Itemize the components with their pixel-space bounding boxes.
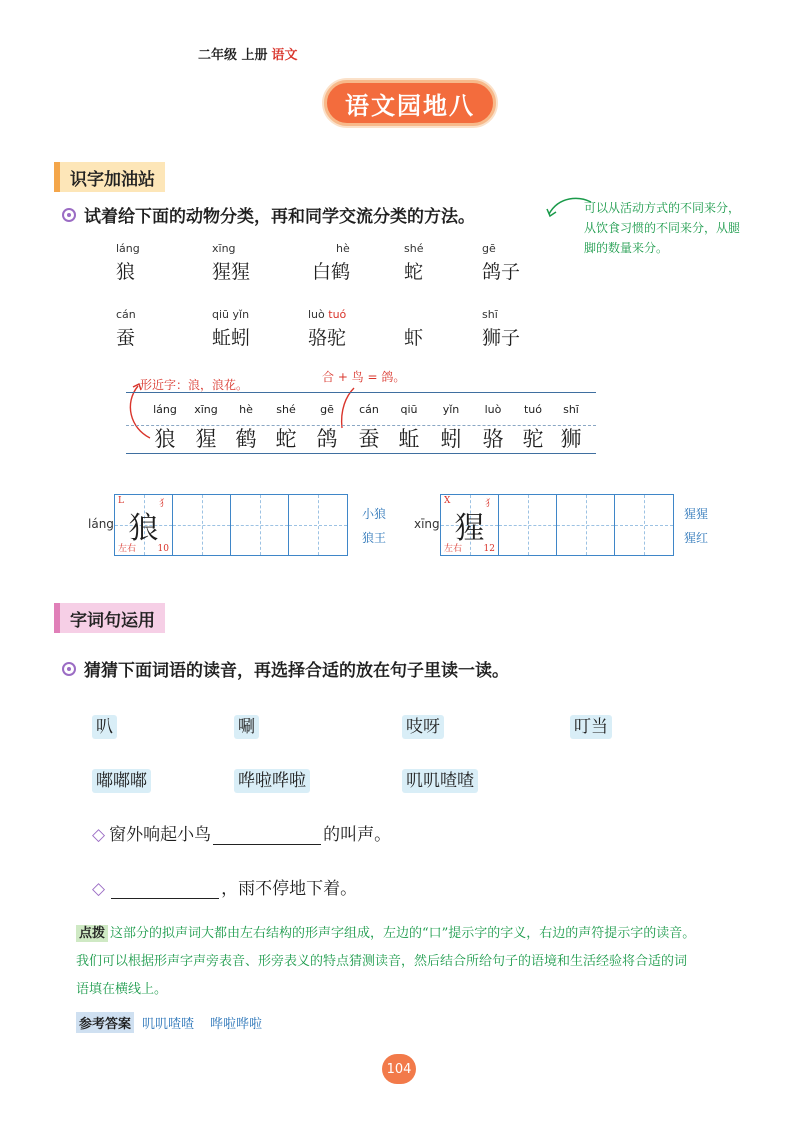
answer-label: 参考答案 bbox=[76, 1012, 134, 1033]
instruction-2 bbox=[62, 656, 509, 681]
instruction-1 bbox=[62, 202, 475, 227]
word-hanzi: 鸽子 bbox=[482, 261, 521, 283]
word-item bbox=[312, 242, 350, 284]
grid-box-model bbox=[115, 495, 173, 555]
fill-blank-2[interactable] bbox=[111, 881, 219, 899]
char-hanzi: 蚯 bbox=[398, 427, 420, 451]
char-cell bbox=[348, 403, 390, 453]
tip-label: 点拨 bbox=[76, 925, 108, 942]
annotation-similar-char: 形近字：浪，浪花。 bbox=[140, 378, 249, 392]
word-pinyin: hè bbox=[336, 242, 350, 255]
char-pinyin: qiū bbox=[400, 403, 418, 416]
onomatopoeia-word bbox=[234, 712, 259, 737]
char-hanzi: 骆 bbox=[482, 427, 504, 451]
teacher-note: 可以从活动方式的不同来分，从饮食习惯的不同来分，从腿脚的数量来分。 bbox=[584, 201, 741, 255]
pinyin-part: luò bbox=[308, 308, 325, 321]
writing-grid-lang bbox=[114, 494, 348, 556]
sentence-2 bbox=[92, 874, 357, 899]
writing-grid-xing bbox=[440, 494, 674, 556]
word-highlight: 吱呀 bbox=[402, 715, 444, 739]
grid2-words bbox=[684, 502, 708, 550]
char-cell bbox=[388, 403, 430, 453]
char-hanzi: 鸽 bbox=[316, 427, 338, 451]
char-hanzi: 猩 bbox=[195, 427, 217, 451]
diamond-icon: ◇ bbox=[92, 825, 106, 845]
word-hanzi: 虾 bbox=[404, 327, 424, 349]
char-cell bbox=[185, 403, 227, 453]
grid-word: 狼王 bbox=[362, 531, 387, 545]
grade-label: 二年级 上册 bbox=[198, 48, 268, 63]
answer-value: 哗啦哗啦 bbox=[210, 1017, 263, 1032]
char-cell bbox=[550, 403, 592, 453]
word-highlight: 唰 bbox=[234, 715, 259, 739]
answer-value: 叽叽喳喳 bbox=[142, 1017, 195, 1032]
char-pinyin: luò bbox=[484, 403, 502, 416]
grid1-words bbox=[362, 502, 386, 550]
word-hanzi: 猩猩 bbox=[212, 261, 251, 283]
grid2-pinyin: xīng bbox=[414, 517, 440, 531]
char-hanzi: 狼 bbox=[154, 427, 176, 451]
section-tag-literacy: 识字加油站 bbox=[54, 162, 165, 192]
grid-stroke-count: 12 bbox=[483, 544, 495, 554]
word-hanzi: 蛇 bbox=[404, 261, 424, 283]
word-hanzi: 白鹤 bbox=[312, 261, 351, 283]
word-pinyin: láng bbox=[116, 242, 140, 255]
char-pinyin: yǐn bbox=[442, 403, 460, 416]
word-highlight: 哗啦哗啦 bbox=[234, 769, 310, 793]
word-pinyin: qiū yǐn bbox=[212, 308, 250, 321]
grid-word: 小狼 bbox=[362, 507, 387, 521]
grid-box-practice[interactable] bbox=[499, 495, 557, 555]
grid-initial: X bbox=[444, 496, 451, 506]
word-item bbox=[212, 308, 250, 350]
word-pinyin: shī bbox=[482, 308, 498, 321]
grid-model-char: 猩 bbox=[454, 511, 485, 546]
grid-radical: 犭 bbox=[158, 499, 168, 509]
onomatopoeia-word bbox=[92, 766, 151, 791]
grid1-pinyin: láng bbox=[88, 517, 114, 531]
sentence-1 bbox=[92, 820, 391, 845]
char-pinyin: xīng bbox=[194, 403, 218, 416]
grid-word: 猩红 bbox=[684, 531, 709, 545]
word-pinyin bbox=[404, 308, 423, 323]
word-pinyin: shé bbox=[404, 242, 424, 255]
word-pinyin: gē bbox=[482, 242, 496, 255]
onomatopoeia-word bbox=[92, 712, 117, 737]
grid-structure: 左右 bbox=[118, 544, 137, 554]
grid-stroke-count: 10 bbox=[157, 544, 169, 554]
grid-radical: 犭 bbox=[484, 499, 494, 509]
instruction-2-text: 猜猜下面词语的读音，再选择合适的放在句子里读一读。 bbox=[84, 661, 509, 681]
word-pinyin: cán bbox=[116, 308, 136, 321]
grid-structure: 左右 bbox=[444, 544, 463, 554]
char-cell bbox=[306, 403, 348, 453]
char-pinyin: cán bbox=[359, 403, 379, 416]
grid-box-practice[interactable] bbox=[173, 495, 231, 555]
word-highlight: 叽叽喳喳 bbox=[402, 769, 478, 793]
bullet-icon bbox=[62, 662, 76, 676]
character-row bbox=[126, 392, 596, 454]
char-cell bbox=[144, 403, 186, 453]
word-hanzi: 蚕 bbox=[116, 327, 136, 349]
char-hanzi: 狮 bbox=[560, 427, 582, 451]
onomatopoeia-word bbox=[402, 712, 444, 737]
word-item bbox=[212, 242, 250, 284]
word-hanzi: 狼 bbox=[116, 261, 136, 283]
grid-box-model bbox=[441, 495, 499, 555]
char-cell bbox=[225, 403, 267, 453]
word-highlight: 叭 bbox=[92, 715, 117, 739]
word-hanzi: 蚯蚓 bbox=[212, 327, 251, 349]
grid-initial: L bbox=[118, 496, 124, 506]
word-hanzi: 狮子 bbox=[482, 327, 521, 349]
char-pinyin: hè bbox=[239, 403, 253, 416]
char-pinyin: shī bbox=[563, 403, 579, 416]
grid-model-char: 狼 bbox=[128, 511, 159, 546]
onomatopoeia-word bbox=[234, 766, 310, 791]
annotation-compose: 合 + 鸟 = 鸽。 bbox=[322, 370, 406, 384]
word-highlight: 叮当 bbox=[570, 715, 612, 739]
word-item bbox=[404, 308, 423, 350]
fill-blank-1[interactable] bbox=[213, 827, 321, 845]
tip-text: 这部分的拟声词大都由左右结构的形声字组成，左边的“口”提示字的字义，右边的声符提示字的读音。我们可以根据形声字声旁表音、形旁表义的特点猜测读音，然后结合所给句子的语境和生活经验将合适的词语填在横线上。 bbox=[76, 926, 696, 997]
bullet-icon bbox=[62, 208, 76, 222]
sentence-text: 窗外响起小鸟 bbox=[109, 825, 212, 845]
onomatopoeia-word bbox=[402, 766, 478, 791]
char-hanzi: 蛇 bbox=[275, 427, 297, 451]
word-highlight: 嘟嘟嘟 bbox=[92, 769, 151, 793]
onomatopoeia-word bbox=[570, 712, 612, 737]
char-cell bbox=[512, 403, 554, 453]
word-item bbox=[482, 308, 520, 350]
char-pinyin: láng bbox=[153, 403, 177, 416]
subject-label: 语文 bbox=[271, 48, 298, 63]
banner-title: 语文园地八 bbox=[345, 91, 475, 120]
char-cell bbox=[472, 403, 514, 453]
instruction-1-text: 试着给下面的动物分类，再和同学交流分类的方法。 bbox=[84, 207, 475, 227]
grid-box-practice[interactable] bbox=[615, 495, 673, 555]
grid-box-practice[interactable] bbox=[557, 495, 615, 555]
sentence-text: 的叫声。 bbox=[323, 825, 392, 845]
diamond-icon: ◇ bbox=[92, 879, 106, 899]
char-hanzi: 鹤 bbox=[235, 427, 257, 451]
char-hanzi: 蚓 bbox=[440, 427, 462, 451]
char-cell bbox=[265, 403, 307, 453]
page-header bbox=[198, 44, 298, 63]
char-hanzi: 蚕 bbox=[358, 427, 380, 451]
section-tag-words: 字词句运用 bbox=[54, 603, 165, 633]
grid-box-practice[interactable] bbox=[289, 495, 347, 555]
char-cell bbox=[430, 403, 472, 453]
word-item bbox=[116, 242, 140, 284]
word-item bbox=[116, 308, 136, 350]
char-pinyin: shé bbox=[276, 403, 296, 416]
char-pinyin: tuó bbox=[523, 403, 542, 416]
word-item bbox=[308, 308, 346, 350]
word-item bbox=[404, 242, 423, 284]
word-hanzi: 骆驼 bbox=[308, 327, 347, 349]
pinyin-part-red: tuó bbox=[328, 308, 347, 321]
page-number: 104 bbox=[382, 1054, 416, 1084]
char-hanzi: 驼 bbox=[522, 427, 544, 451]
sentence-text: ，雨不停地下着。 bbox=[221, 879, 358, 899]
reference-answer bbox=[76, 1012, 278, 1033]
word-item bbox=[482, 242, 520, 284]
word-pinyin bbox=[308, 308, 346, 323]
grid-word: 猩猩 bbox=[684, 507, 709, 521]
word-pinyin: xīng bbox=[212, 242, 236, 255]
char-pinyin: gē bbox=[320, 403, 334, 416]
grid-box-practice[interactable] bbox=[231, 495, 289, 555]
unit-banner bbox=[324, 80, 496, 126]
tip-block bbox=[76, 920, 696, 1004]
